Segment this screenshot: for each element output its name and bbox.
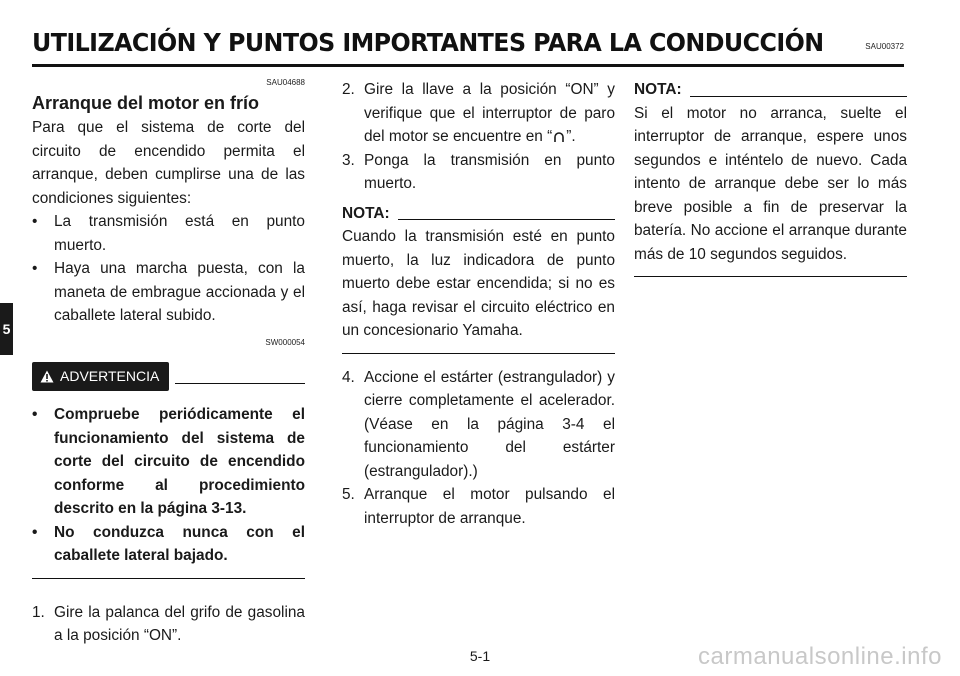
list-item: 4. Accione el estárter (estrangulador) y cierre completamente el acelerador. (Véase en la página 3-4 el funcionamiento del estárter (estrangulador).) bbox=[342, 368, 615, 480]
warning-end-rule bbox=[32, 578, 305, 579]
list-item: 3. Ponga la transmisión en punto muerto. bbox=[342, 151, 615, 192]
header-rule bbox=[32, 64, 904, 67]
chapter-tab: 5 bbox=[0, 303, 13, 355]
intro-paragraph: Para que el sistema de corte del circuito de encendido permita el arranque, deben cumplirse una de las condiciones siguientes: bbox=[32, 119, 305, 207]
note-text: Cuando la transmisión esté en punto muerto, la luz indicadora de punto muerto debe estar encendida; si no es así, haga revisar el circuito eléctrico en un concesionario Yamaha. bbox=[342, 228, 615, 339]
steps-list bbox=[342, 78, 615, 196]
warning-badge bbox=[32, 362, 169, 392]
note-header bbox=[342, 202, 615, 226]
page-title: UTILIZACIÓN Y PUNTOS IMPORTANTES PARA LA CONDUCCIÓN bbox=[32, 28, 824, 57]
list-item: • La transmisión está en punto muerto. bbox=[32, 210, 305, 257]
note-text: Si el motor no arranca, suelte el interruptor de arranque, espere unos segundos e inténtelo de nuevo. Cada intento de arranque debe ser lo más breve posible a fin de preservar la batería. No accione el arranque durante más de 10 segundos seguidos. bbox=[634, 104, 907, 263]
warning-rule bbox=[175, 383, 305, 384]
warning-label: ADVERTENCIA bbox=[60, 367, 160, 384]
note-rule bbox=[398, 219, 615, 220]
column-1 bbox=[32, 78, 305, 648]
list-item: 5. Arranque el motor pulsando el interruptor de arranque. bbox=[342, 486, 615, 527]
watermark: carmanualsonline.info bbox=[698, 643, 942, 670]
bullet-icon: • bbox=[32, 406, 38, 423]
steps-list bbox=[32, 601, 305, 648]
note-label: NOTA: bbox=[634, 81, 682, 98]
section-code: SAU04688 bbox=[266, 78, 305, 87]
list-item: • No conduzca nunca con el caballete lateral bajado. bbox=[32, 521, 305, 568]
page-number: 5-1 bbox=[469, 648, 491, 664]
bullet-icon: • bbox=[32, 213, 38, 230]
warning-header bbox=[32, 362, 305, 392]
engine-stop-run-icon bbox=[552, 130, 566, 144]
list-item: 2. Gire la llave a la posición “ON” y verifique que el interruptor de paro del motor se encuentre en “ ”. bbox=[342, 81, 615, 145]
page-header bbox=[32, 28, 904, 68]
note-label: NOTA: bbox=[342, 204, 390, 222]
column-3 bbox=[634, 78, 907, 289]
list-item: • Haya una marcha puesta, con la maneta de embrague accionada y el caballete lateral subido. bbox=[32, 257, 305, 328]
list-item: 1. Gire la palanca del grifo de gasolina a la posición “ON”. bbox=[32, 603, 305, 644]
warning-list bbox=[32, 403, 305, 568]
section-title: Arranque del motor en frío bbox=[32, 93, 260, 113]
note-rule bbox=[690, 96, 907, 97]
warning-code: SW000054 bbox=[265, 337, 305, 347]
header-code: SAU00372 bbox=[865, 42, 904, 51]
note-end-rule bbox=[634, 276, 907, 277]
bullet-icon: • bbox=[32, 260, 38, 277]
bullet-icon: • bbox=[32, 523, 38, 541]
conditions-list bbox=[32, 210, 305, 328]
warning-triangle-icon bbox=[40, 370, 54, 383]
list-item: • Compruebe periódicamente el funcionamiento del sistema de corte del circuito de encendido conforme al procedimiento descrito en la página 3-13. bbox=[32, 403, 305, 521]
note-end-rule bbox=[342, 353, 615, 354]
column-2 bbox=[342, 78, 615, 530]
note-header bbox=[634, 78, 907, 102]
steps-list bbox=[342, 366, 615, 531]
